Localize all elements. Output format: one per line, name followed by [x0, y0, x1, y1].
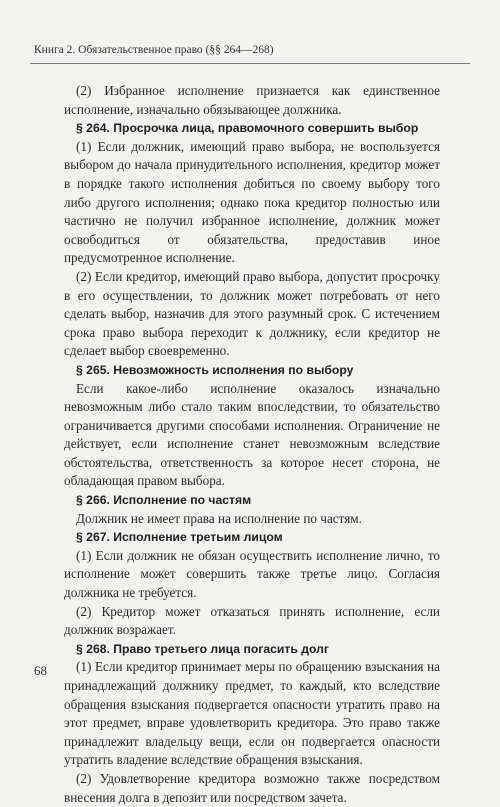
page-number: 68 — [34, 663, 47, 678]
paragraph: Должник не имеет права на исполнение по частям. — [76, 510, 362, 526]
paragraph: Если какое-либо исполнение оказалось изначально невозможным либо стало таким впоследствии, то обязательство ограничивается другими способами исполнения. Ограничение не действует, если исполнение станет невозможным вследствие обстоятельства, ответственность за которое несет сторона, не обладающая правом выбора. — [64, 380, 440, 489]
section-heading-265: § 265. Невозможность исполнения по выбору — [76, 362, 354, 377]
section-heading-267: § 267. Исполнение третьим лицом — [76, 530, 283, 545]
section-heading-268: § 268. Право третьего лица погасить долг — [76, 641, 329, 656]
section-heading-264: § 264. Просрочка лица, правомочного совершить выбор — [76, 121, 419, 136]
paragraph: (1) Если должник не обязан осуществить исполнение лично, то исполнение может совершить также третье лицо. Согласия должника не требуется. — [64, 547, 440, 601]
paragraph: (2) Если кредитор, имеющий право выбора, допустит просрочку в его осуществлении, то должник может потребовать от него сделать выбор, назначив для этого разумный срок. С истечением срока право выбора переходит к должнику, если кредитор не сделает выбор своевременно. — [64, 268, 440, 359]
section-heading-266: § 266. Исполнение по частям — [76, 493, 252, 508]
paragraph: (2) Кредитор может отказаться принять исполнение, если должник возражает. — [64, 603, 440, 638]
paragraph: (1) Если кредитор принимает меры по обращению взыскания на принадлежащий должнику предмет, то каждый, кто вследствие обращения взыскания подвергается опасности утратить право на этот предмет, вправе удовлетворить кредитора. Это право также принадлежит владельцу вещи, если он подвергается опасности утратить владение вследствие обращения взыскания. — [64, 659, 440, 768]
paragraph: (2) Удовлетворение кредитора возможно также посредством внесения долга в депозит или посредством зачета. — [64, 770, 440, 805]
running-header: Книга 2. Обязательственное право (§§ 264—268) — [34, 44, 274, 56]
page-body — [64, 82, 440, 807]
header-rule — [30, 63, 470, 64]
paragraph: (1) Если должник, имеющий право выбора, не воспользуется выбором до начала принудительного исполнения, кредитор может в порядке такого исполнения добиться по своему выбору того либо другого исполнения; однако пока кредитор полностью или частично не получил избранное исполнение, должник может освободиться от обязательства, предоставив иное предусмотренное исполнение. — [64, 138, 440, 266]
paragraph: (2) Избранное исполнение признается как единственное исполнение, изначально обязывающее должника. — [64, 83, 440, 117]
